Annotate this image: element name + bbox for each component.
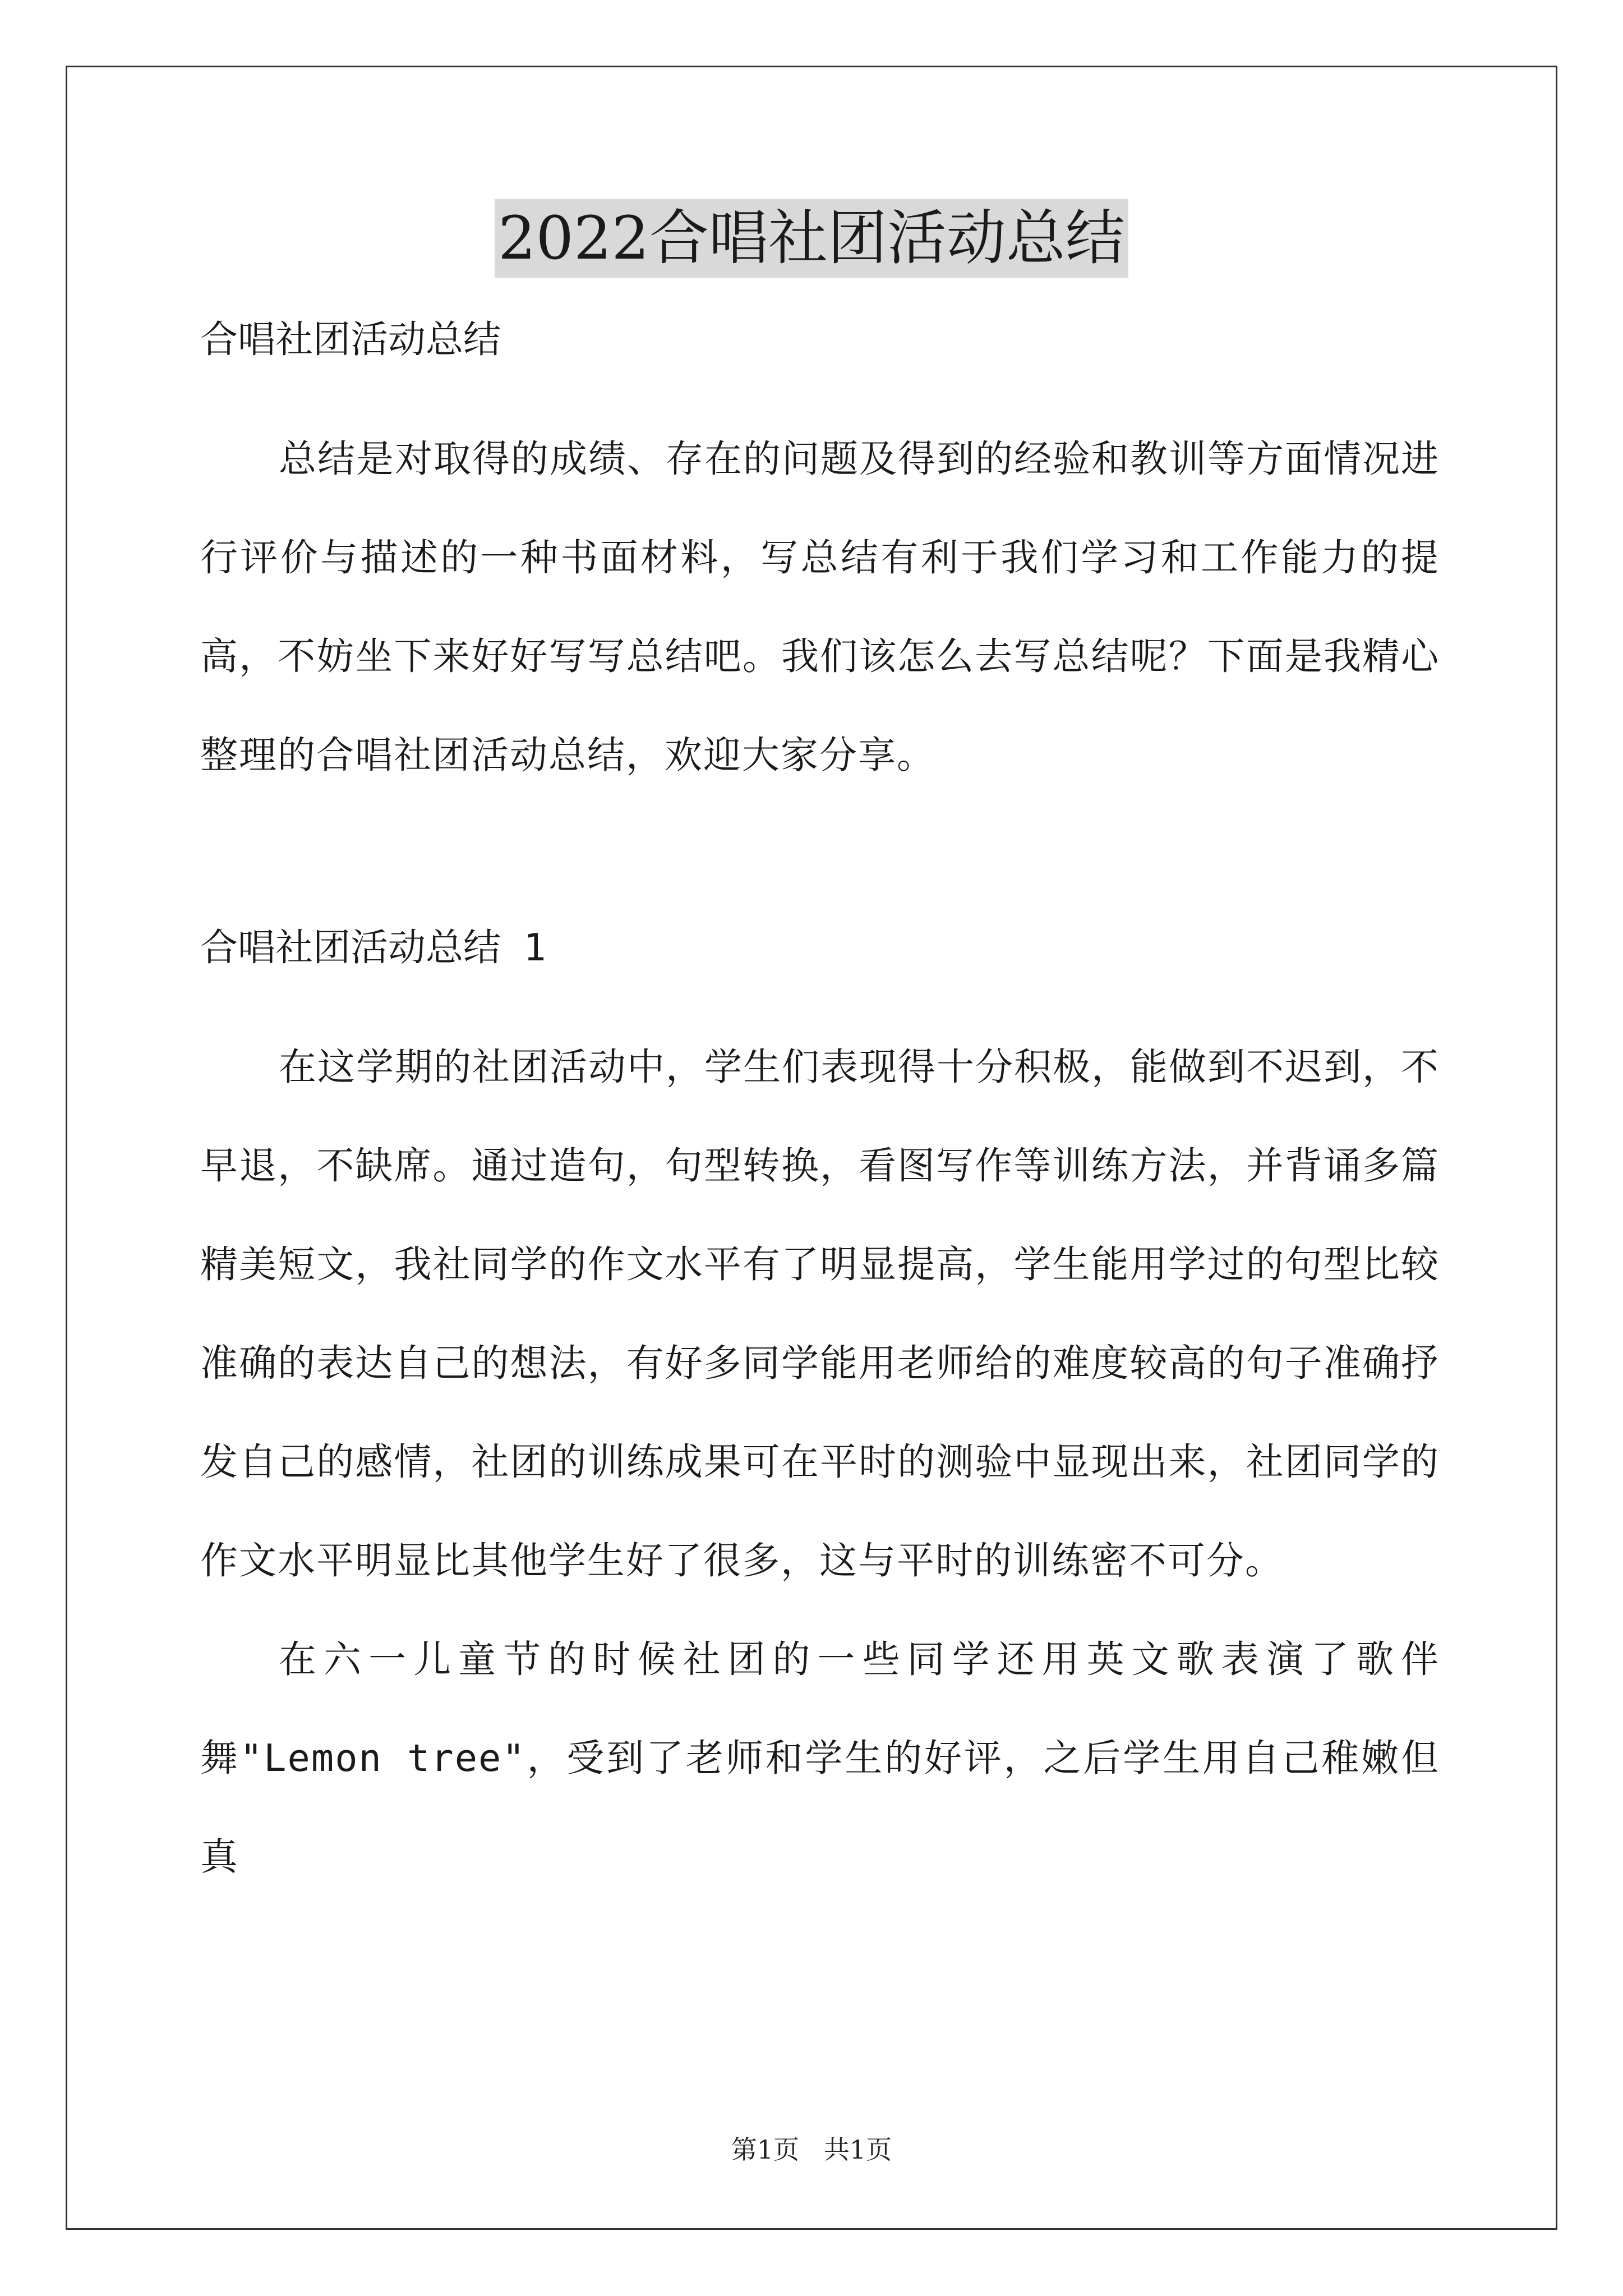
paragraph: 在六一儿童节的时候社团的一些同学还用英文歌表演了歌伴舞"Lemon tree"，受到了老师和学生的好评，之后学生用自己稚嫩但真 (200, 1637, 1440, 1879)
title-container (0, 199, 1623, 278)
page-footer: 第1页 共1页 (731, 2134, 892, 2165)
section-heading: 合唱社团活动总结 (200, 318, 501, 361)
paragraph: 在这学期的社团活动中，学生们表现得十分积极，能做到不迟到，不早退，不缺席。通过造句，句型转换，看图写作等训练方法，并背诵多篇精美短文，我社同学的作文水平有了明显提高，学生能用学过的句型比较准确的表达自己的想法，有好多同学能用老师给的难度较高的句子准确抒发自己的感情，社团的训练成果可在平时的测验中显现出来，社团同学的作文水平明显比其他学生好了很多，这与平时的训练密不可分。 (200, 1045, 1440, 1582)
paragraph: 总结是对取得的成绩、存在的问题及得到的经验和教训等方面情况进行评价与描述的一种书面材料，写总结有利于我们学习和工作能力的提高，不妨坐下来好好写写总结吧。我们该怎么去写总结呢？下面是我精心整理的合唱社团活动总结，欢迎大家分享。 (200, 437, 1440, 777)
document-body (200, 314, 1440, 1906)
section-heading: 合唱社团活动总结 1 (200, 926, 546, 969)
document-title: 2022合唱社团活动总结 (495, 199, 1128, 278)
